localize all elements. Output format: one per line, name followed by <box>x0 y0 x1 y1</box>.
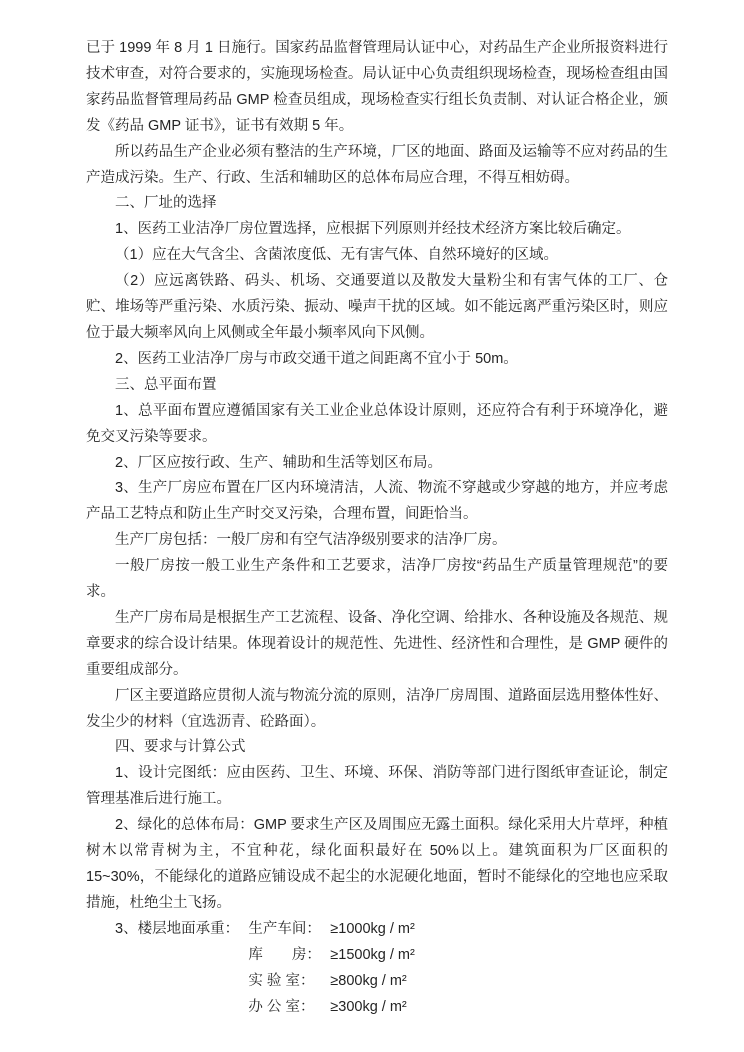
paragraph: 已于 1999 年 8 月 1 日施行。国家药品监督管理局认证中心，对药品生产企业所报资料进行技术审查，对符合要求的，实施现场检查。局认证中心负责组织现场检查，现场检查组由国家药品监督管理局药品 GMP 检查员组成，现场检查实行组长负责制、对认证合格企业，颁发《药品 GMP 证书》，证书有效期 5 年。 <box>86 40 668 134</box>
paragraph: 1、设计完图纸：应由医药、卫生、环境、环保、消防等部门进行图纸审查证论，制定管理基准后进行施工。 <box>86 765 668 808</box>
floor-load-intro-spacer <box>115 943 248 969</box>
paragraph: 1、医药工业洁净厂房位置选择，应根据下列原则并经技术经济方案比较后确定。 <box>115 221 631 238</box>
paragraph: （1）应在大气含尘、含菌浓度低、无有害气体、自然环境好的区域。 <box>115 247 559 264</box>
table-row <box>86 995 668 1021</box>
floor-load-intro-spacer <box>115 995 248 1021</box>
paragraph: 3、生产厂房应布置在厂区内环境清洁，人流、物流不穿越或少穿越的地方，并应考虑产品工艺特点和防止生产时交叉污染，合理布置，间距恰当。 <box>86 480 668 523</box>
floor-load-value: ≥1500kg / m² <box>330 946 415 963</box>
document-body <box>86 36 668 1020</box>
paragraph: 一般厂房按一般工业生产条件和工艺要求，洁净厂房按“药品生产质量管理规范”的要求。 <box>86 558 668 601</box>
section-heading: 三、总平面布置 <box>115 376 217 393</box>
paragraph: 所以药品生产企业必须有整洁的生产环境，厂区的地面、路面及运输等不应对药品的生产造成污染。生产、行政、生活和辅助区的总体布局应合理，不得互相妨碍。 <box>86 143 668 186</box>
paragraph: 1、总平面布置应遵循国家有关工业企业总体设计原则，还应符合有利于环境净化，避免交叉污染等要求。 <box>86 402 668 445</box>
floor-load-value: ≥800kg / m² <box>330 972 407 989</box>
paragraph: 生产厂房包括：一般厂房和有空气洁净级别要求的洁净厂房。 <box>115 532 507 549</box>
paragraph: 2、厂区应按行政、生产、辅助和生活等划区布局。 <box>115 454 443 471</box>
floor-load-value: ≥1000kg / m² <box>330 920 415 937</box>
table-row <box>86 969 668 995</box>
paragraph: 2、绿化的总体布局：GMP 要求生产区及周围应无露土面积。绿化采用大片草坪，种植树木以常青树为主，不宜种花，绿化面积最好在 50%以上。建筑面积为厂区面积的 15~30%，不能绿化的道路应铺设成不起尘的水泥硬化地面，暂时不能绿化的空地也应采取措施，杜绝尘土飞扬。 <box>86 817 668 911</box>
floor-load-label: 办 公 室： <box>248 998 315 1015</box>
floor-load-table <box>86 917 668 1021</box>
floor-load-value: ≥300kg / m² <box>330 998 407 1015</box>
floor-load-intro-spacer <box>115 969 248 995</box>
floor-load-label: 生产车间： <box>248 920 321 937</box>
paragraph: （2）应远离铁路、码头、机场、交通要道以及散发大量粉尘和有害气体的工厂、仓贮、堆场等严重污染、水质污染、振动、噪声干扰的区域。如不能远离严重污染区时，则应位于最大频率风向上风侧或全年最小频率风向下风侧。 <box>86 273 668 341</box>
floor-load-label: 库 房： <box>248 946 321 963</box>
table-row <box>86 943 668 969</box>
table-row <box>86 917 668 943</box>
floor-load-label: 实 验 室： <box>248 972 315 989</box>
paragraph: 厂区主要道路应贯彻人流与物流分流的原则，洁净厂房周围、道路面层选用整体性好、发尘少的材料（宜选沥青、砼路面）。 <box>86 687 668 730</box>
floor-load-intro: 3、楼层地面承重： <box>115 920 240 937</box>
paragraph: 生产厂房布局是根据生产工艺流程、设备、净化空调、给排水、各种设施及各规范、规章要求的综合设计结果。体现着设计的规范性、先进性、经济性和合理性，是 GMP 硬件的重要组成部分。 <box>86 609 668 678</box>
paragraph: 2、医药工业洁净厂房与市政交通干道之间距离不宜小于 50m。 <box>115 350 518 367</box>
section-heading: 二、厂址的选择 <box>115 195 217 212</box>
section-heading: 四、要求与计算公式 <box>115 739 246 756</box>
